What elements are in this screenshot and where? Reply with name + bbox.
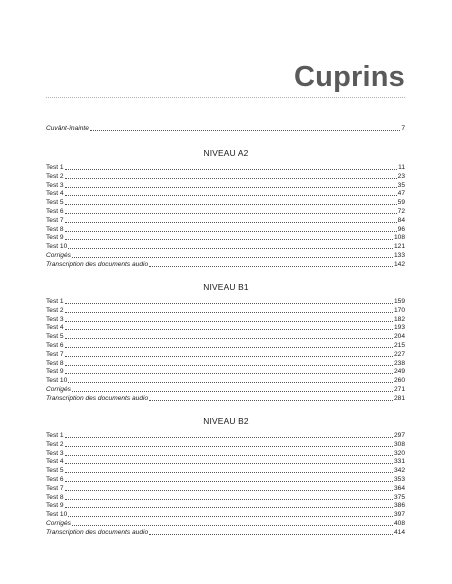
- toc-entry-page: 59: [397, 199, 405, 207]
- dot-leader: [65, 212, 397, 214]
- toc-entry[interactable]: [46, 350, 405, 359]
- toc-entry-page: 182: [393, 315, 405, 323]
- toc-entry-page: 408: [393, 520, 405, 527]
- toc-entry-label: Test 9: [46, 368, 64, 376]
- toc-entry-label: Test 3: [46, 449, 64, 457]
- toc-entry[interactable]: [46, 306, 405, 315]
- dot-leader: [65, 203, 397, 205]
- toc-entry-page: 397: [393, 511, 405, 519]
- toc-entry-page: 342: [393, 467, 405, 475]
- toc-entry-page: 35: [397, 181, 405, 189]
- dot-leader: [65, 302, 393, 304]
- dot-leader: [65, 221, 397, 223]
- toc-entry[interactable]: [46, 359, 405, 368]
- toc-entry[interactable]: [46, 189, 405, 198]
- toc-entry-page: 249: [393, 368, 405, 376]
- toc-entry-label: Test 10: [46, 377, 68, 385]
- dot-leader: [72, 256, 393, 258]
- dot-leader: [65, 471, 393, 473]
- toc-entry-label: Test 3: [46, 181, 64, 189]
- toc-entry-page: 23: [397, 172, 405, 180]
- toc-entry[interactable]: [46, 431, 405, 440]
- toc-entry-label: Test 10: [46, 511, 68, 519]
- toc-entry-label: Test 5: [46, 199, 64, 207]
- toc-entry-label: Test 4: [46, 190, 64, 198]
- dot-leader: [68, 515, 393, 517]
- dot-leader: [65, 168, 398, 170]
- toc-entry[interactable]: [46, 172, 405, 181]
- toc-entry-page: 170: [393, 306, 405, 314]
- toc-entry-label: Test 6: [46, 208, 64, 215]
- dot-leader: [65, 506, 393, 508]
- dot-leader: [149, 265, 393, 267]
- toc-entry-page: 353: [393, 476, 405, 483]
- toc-entry-label: Corrigés: [46, 386, 71, 393]
- toc-entry-page: 215: [393, 342, 405, 349]
- toc-entry[interactable]: [46, 315, 405, 324]
- toc-entry[interactable]: [46, 198, 405, 207]
- toc-entry-label: Transcription des documents audio: [46, 394, 149, 402]
- toc-entry-label: Test 7: [46, 484, 64, 492]
- toc-entry-transcription[interactable]: [46, 528, 405, 537]
- dot-leader: [72, 390, 393, 392]
- page-title: Cuprins: [294, 61, 405, 93]
- toc-entry-label: Test 9: [46, 502, 64, 510]
- toc-entry-page: 7: [401, 125, 405, 132]
- toc-entry-page: 364: [393, 484, 405, 492]
- dot-leader: [65, 311, 393, 313]
- toc-entry-label: Test 3: [46, 315, 64, 323]
- dot-leader: [65, 328, 393, 330]
- toc-entry-page: 297: [393, 432, 405, 439]
- dot-leader: [65, 320, 393, 322]
- dot-leader: [65, 445, 393, 447]
- toc-entry[interactable]: [46, 376, 405, 385]
- toc-entry-label: Test 4: [46, 458, 64, 466]
- toc-entry-page: 159: [393, 298, 405, 305]
- toc-entry-corriges[interactable]: [46, 251, 405, 260]
- dot-leader: [149, 399, 393, 401]
- toc-entry[interactable]: [46, 332, 405, 341]
- toc-entry-page: 11: [398, 164, 405, 171]
- toc-entry-page: 121: [393, 243, 405, 251]
- dot-leader: [65, 230, 397, 232]
- toc-entry-page: 386: [393, 502, 405, 510]
- toc-entry[interactable]: [46, 475, 405, 484]
- toc-entry[interactable]: [46, 163, 405, 172]
- toc-entry-label: Corrigés: [46, 252, 71, 259]
- toc-entry[interactable]: [46, 207, 405, 216]
- dot-leader: [65, 346, 393, 348]
- toc-entry[interactable]: [46, 440, 405, 449]
- toc-entry-label: Test 8: [46, 493, 64, 501]
- toc-entry-page: 414: [393, 528, 405, 536]
- toc-entry-label: Test 6: [46, 342, 64, 349]
- toc-entry[interactable]: [46, 367, 405, 376]
- dot-leader: [90, 129, 400, 131]
- dot-leader: [68, 247, 393, 249]
- toc-entry[interactable]: [46, 449, 405, 458]
- toc-entry-page: 238: [393, 359, 405, 367]
- dot-leader: [72, 524, 393, 526]
- toc-entry-label: Test 1: [46, 298, 64, 305]
- toc-entry-corriges[interactable]: [46, 385, 405, 394]
- toc-entry-label: Transcription des documents audio: [46, 528, 149, 536]
- toc-entry[interactable]: [46, 225, 405, 234]
- toc-entry[interactable]: [46, 297, 405, 306]
- toc-entry-page: 260: [393, 377, 405, 385]
- toc-entry-page: 84: [397, 216, 405, 224]
- toc-entry-page: 331: [393, 458, 405, 466]
- section-heading-b2: NIVEAU B2: [203, 416, 249, 426]
- toc-entry-page: 193: [393, 324, 405, 332]
- toc-entry-page: 375: [393, 493, 405, 501]
- dot-leader: [65, 454, 393, 456]
- toc-entry-label: Test 1: [46, 164, 64, 171]
- toc-entry[interactable]: [46, 233, 405, 242]
- toc-entry-transcription[interactable]: [46, 260, 405, 269]
- dot-leader: [65, 489, 393, 491]
- dot-leader: [65, 194, 397, 196]
- toc-entry-label: Test 6: [46, 476, 64, 483]
- toc-entry[interactable]: [46, 457, 405, 466]
- toc-entry-corriges[interactable]: [46, 519, 405, 528]
- toc-entry-label: Test 9: [46, 234, 64, 242]
- toc-entry-page: 204: [393, 333, 405, 341]
- toc-entry-label: Cuvânt-înainte: [46, 125, 89, 132]
- toc-entry-label: Transcription des documents audio: [46, 260, 149, 268]
- toc-entry-label: Test 8: [46, 359, 64, 367]
- toc-entry-page: 281: [393, 394, 405, 402]
- dot-leader: [65, 372, 393, 374]
- toc-entry-transcription[interactable]: [46, 394, 405, 403]
- toc-entry[interactable]: [46, 323, 405, 332]
- toc-entry-label: Test 2: [46, 306, 64, 314]
- toc-entry-page: 320: [393, 449, 405, 457]
- toc-entry-label: Test 4: [46, 324, 64, 332]
- dot-leader: [65, 186, 397, 188]
- section-heading-a2: NIVEAU A2: [203, 148, 249, 158]
- dot-leader: [65, 355, 393, 357]
- toc-entry-page: 47: [397, 190, 405, 198]
- toc-entry[interactable]: [46, 181, 405, 190]
- toc-entry[interactable]: [46, 501, 405, 510]
- toc-entry[interactable]: [46, 341, 405, 350]
- toc-entry-label: Test 8: [46, 225, 64, 233]
- toc-entry[interactable]: [46, 510, 405, 519]
- toc-entry-label: Corrigés: [46, 520, 71, 527]
- toc-entry-page: 72: [397, 208, 405, 215]
- dot-leader: [65, 498, 393, 500]
- dot-leader: [65, 177, 397, 179]
- toc-entry-page: 271: [393, 386, 405, 393]
- toc-entry[interactable]: [46, 466, 405, 475]
- toc-entry-page: 142: [393, 260, 405, 268]
- toc-entry-page: 308: [393, 440, 405, 448]
- dot-leader: [68, 381, 393, 383]
- toc-entry-label: Test 2: [46, 172, 64, 180]
- toc-entry-label: Test 5: [46, 333, 64, 341]
- toc-entry-page: 108: [393, 234, 405, 242]
- toc-entry[interactable]: [46, 493, 405, 502]
- dot-leader: [65, 364, 393, 366]
- toc-entry-label: Test 1: [46, 432, 64, 439]
- toc-entry-label: Test 5: [46, 467, 64, 475]
- dot-leader: [65, 436, 393, 438]
- dot-leader: [65, 337, 393, 339]
- dot-leader: [65, 480, 393, 482]
- toc-entry-page: 227: [393, 350, 405, 358]
- toc-entry[interactable]: [46, 216, 405, 225]
- toc-entry-label: Test 2: [46, 440, 64, 448]
- toc-entry-label: Test 10: [46, 243, 68, 251]
- dot-leader: [65, 462, 393, 464]
- toc-entry-label: Test 7: [46, 216, 64, 224]
- toc-entry[interactable]: [46, 484, 405, 493]
- toc-entry-page: 133: [393, 252, 405, 259]
- toc-entry-page: 96: [397, 225, 405, 233]
- toc-entry[interactable]: [46, 242, 405, 251]
- section-heading-b1: NIVEAU B1: [203, 282, 249, 292]
- title-divider: [46, 97, 405, 98]
- toc-entry-label: Test 7: [46, 350, 64, 358]
- toc-entry-intro[interactable]: [46, 124, 405, 133]
- dot-leader: [149, 533, 393, 535]
- dot-leader: [65, 238, 393, 240]
